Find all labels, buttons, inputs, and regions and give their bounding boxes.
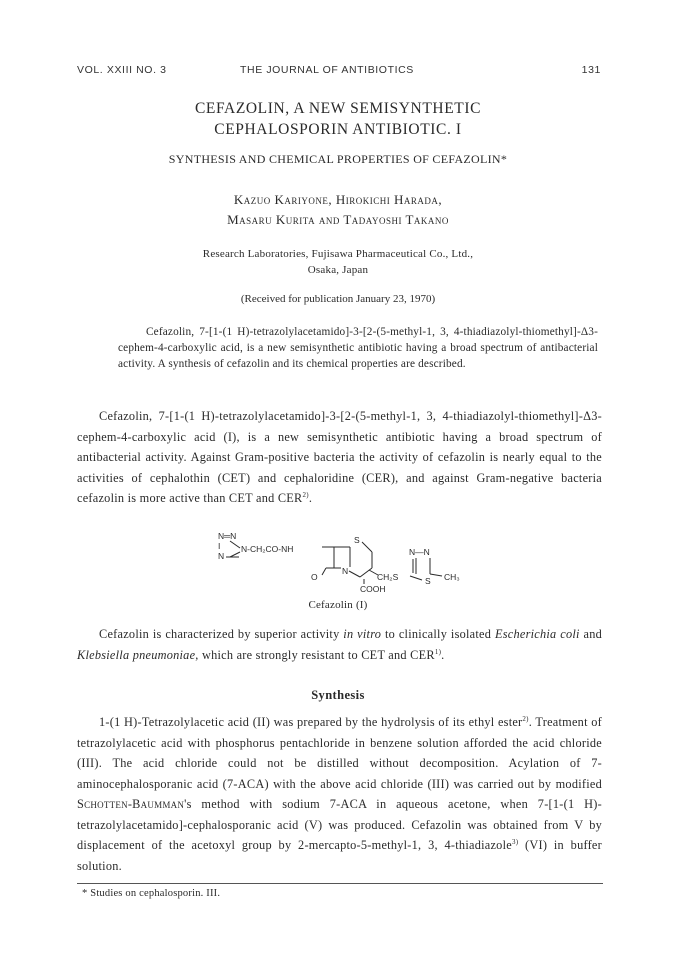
synthesis-text-4: (VI) in buffer solution. <box>77 838 602 873</box>
tetrazole-bar-label: I <box>218 541 221 551</box>
in-vitro-term: in vitro <box>343 627 382 641</box>
thiadiazole-s-label: S <box>425 576 431 586</box>
ref-marker: 3) <box>511 838 519 846</box>
running-head <box>77 64 601 80</box>
synthesis-text-2: . Treatment of tetrazolylacetic acid with phosphorus pentachloride in benzene solution afforded the acid chloride (III). The acid chloride could not be distilled without decomposition. Acylation of 7-aminocephalosporanic acid (7-ACA) with the above acid chloride (III) was carried out by modified <box>77 715 603 791</box>
synthesis-text <box>77 712 602 876</box>
cooh-label: COOH <box>360 584 386 594</box>
thiadiazole-nn-label: N—N <box>409 547 430 557</box>
abstract <box>118 324 598 372</box>
activity-text-1: Cefazolin is characterized by superior activity <box>99 627 344 641</box>
ref-marker: 2) <box>302 491 309 499</box>
intro-text <box>77 406 602 509</box>
structure-drawing <box>212 530 472 600</box>
synthesis-text-3: 's method with sodium 7-ACA in aqueous acetone, when 7-[1-(1 H)-tetrazolylacetamido]-cephalosporanic acid (V) was produced. Cefazolin was obtained from V by displacement of the acetoxyl group by 2-mercapto-5-methyl-1, 3, 4-thiadiazole <box>77 797 602 852</box>
schotten-baumman-name: Schotten-Baumman <box>77 797 185 811</box>
affiliation-line-1: Research Laboratories, Fujisawa Pharmaceutical Co., Ltd., <box>202 248 474 260</box>
tetrazole-n2-label: N <box>218 551 225 561</box>
journal-name: THE JOURNAL OF ANTIBIOTICS <box>240 64 414 76</box>
section-heading-synthesis: Synthesis <box>311 688 365 702</box>
activity-text <box>77 624 602 665</box>
activity-paragraph <box>77 624 602 665</box>
authors-line-2: Masaru Kurita and Tadayoshi Takano <box>227 212 449 227</box>
intro-paragraph <box>77 406 602 509</box>
footnote-divider <box>77 883 603 884</box>
ref-marker: 1) <box>434 647 442 656</box>
footnote: * Studies on cephalosporin. III. <box>82 888 221 899</box>
tetrazole-top-label: N═N <box>218 531 237 541</box>
carbonyl-o-label: O <box>311 572 318 582</box>
ecoli-term: Escherichia coli <box>494 627 580 641</box>
intro-end: . <box>308 491 313 505</box>
title-line-1: CEFAZOLIN, A NEW SEMISYNTHETIC <box>194 100 482 117</box>
intro-text-main: Cefazolin, 7-[1-(1 H)-tetrazolylacetamido]-3-[2-(5-methyl-1, 3, 4-thiadiazolyl-thiomethyl]-Δ3-cephem-4-carboxylic acid (I), is a new semisynthetic antibiotic having a broad spectrum of antibacterial activity. Against Gram-positive bacteria the activity of cefazolin is nearly equal to the activities of cephalothin (CET) and cephaloridine (CER), and against Gram-negative bacteria cefazolin is more active than CET and CER <box>77 409 602 505</box>
ch2s-label: CH₂S <box>377 572 399 582</box>
subtitle: SYNTHESIS AND CHEMICAL PROPERTIES OF CEFAZOLIN* <box>168 152 508 166</box>
lactam-n-label: N <box>342 566 349 576</box>
klebsiella-term: Klebsiella pneumoniae <box>77 647 196 662</box>
ref-marker: 2) <box>522 715 529 723</box>
ring-sulfur-label: S <box>354 535 360 545</box>
affiliation-line-2: Osaka, Japan <box>307 264 369 276</box>
volume-label: VOL. XXIII NO. 3 <box>77 64 167 76</box>
activity-end: . <box>441 647 445 662</box>
figure-caption: Cefazolin (I) <box>308 599 368 611</box>
title-line-2: CEPHALOSPORIN ANTIBIOTIC. I <box>214 121 462 138</box>
synthesis-paragraph <box>77 712 602 876</box>
abstract-text: Cefazolin, 7-[1-(1 H)-tetrazolylacetamido]-3-[2-(5-methyl-1, 3, 4-thiadiazolyl-thiomethyl]-Δ3-cephem-4-carboxylic acid, is a new semisynthetic antibiotic having a broad spectrum of antibacterial activity. A synthesis of cefazolin and its chemical properties are described. <box>118 326 598 370</box>
received-date: (Received for publication January 23, 1970) <box>240 293 436 305</box>
page-number: 131 <box>581 64 601 76</box>
activity-text-4: , which are strongly resistant to CET and CER <box>195 647 435 662</box>
side-chain-label: N-CH₂CO-NH <box>241 544 294 554</box>
authors-line-1: Kazuo Kariyone, Hirokichi Harada, <box>233 192 443 207</box>
activity-text-3: and <box>579 627 602 641</box>
synthesis-text-1: 1-(1 H)-Tetrazolylacetic acid (II) was prepared by the hydrolysis of its ethyl ester <box>99 715 523 729</box>
activity-text-2: to clinically isolated <box>381 627 495 641</box>
methyl-label: CH₃ <box>444 572 460 582</box>
